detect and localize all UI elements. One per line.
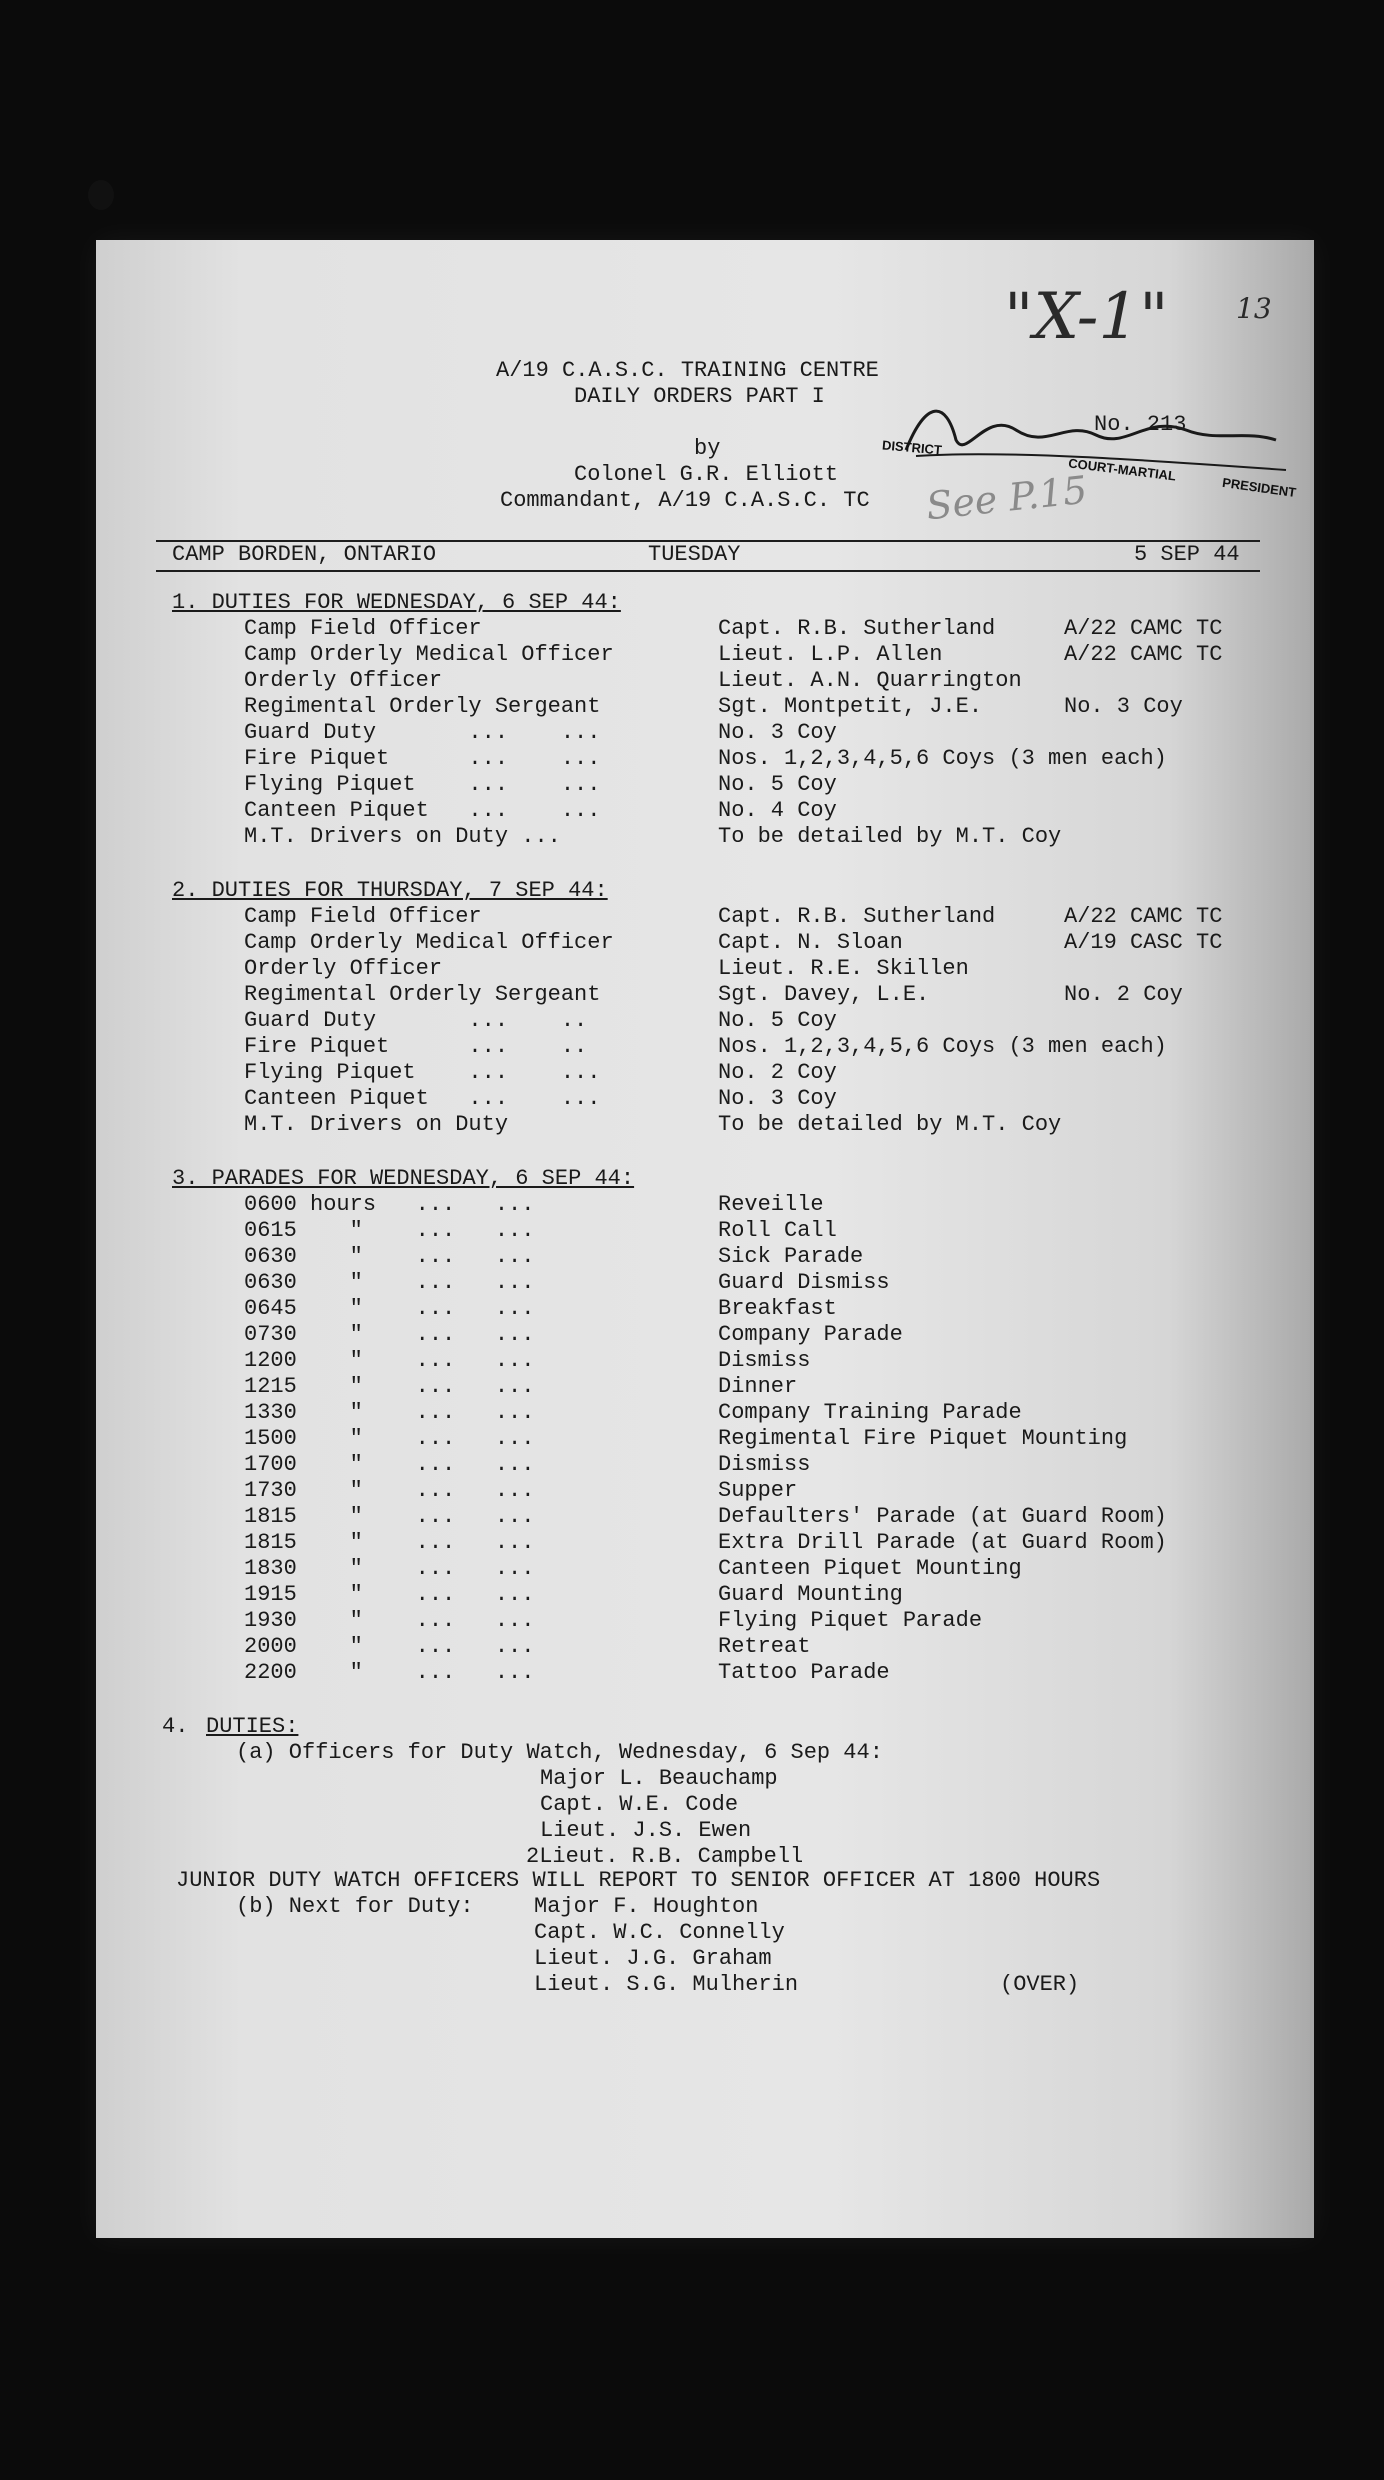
parade-event: Company Parade xyxy=(718,1322,903,1347)
duty-label: Camp Orderly Medical Officer xyxy=(244,642,614,667)
duty-unit: No. 3 Coy xyxy=(1064,694,1183,719)
duty-label: Regimental Orderly Sergeant xyxy=(244,982,601,1007)
parade-time: 1815 " ... ... xyxy=(244,1504,535,1529)
section1-title: 1. DUTIES FOR WEDNESDAY, 6 SEP 44: xyxy=(172,590,621,615)
duty-assignee: To be detailed by M.T. Coy xyxy=(718,1112,1062,1137)
parade-time: 1815 " ... ... xyxy=(244,1530,535,1555)
parade-time: 1200 " ... ... xyxy=(244,1348,535,1373)
parade-event: Dismiss xyxy=(718,1348,811,1373)
watch-officer: Capt. W.E. Code xyxy=(540,1792,739,1817)
stamp-court-martial: COURT-MARTIAL xyxy=(1067,455,1177,484)
duty-assignee: Nos. 1,2,3,4,5,6 Coys (3 men each) xyxy=(718,746,1167,771)
duty-assignee: Nos. 1,2,3,4,5,6 Coys (3 men each) xyxy=(718,1034,1167,1059)
duty-label: Flying Piquet ... ... xyxy=(244,1060,601,1085)
duty-assignee: To be detailed by M.T. Coy xyxy=(718,824,1062,849)
parade-time: 1930 " ... ... xyxy=(244,1608,535,1633)
duty-assignee: No. 5 Coy xyxy=(718,1008,837,1033)
duty-assignee: No. 4 Coy xyxy=(718,798,837,823)
next-officer: Major F. Houghton xyxy=(534,1894,759,1919)
duty-assignee: No. 3 Coy xyxy=(718,1086,837,1111)
parade-event: Roll Call xyxy=(718,1218,837,1243)
duty-assignee: Lieut. L.P. Allen xyxy=(718,642,943,667)
parade-time: 0630 " ... ... xyxy=(244,1244,535,1269)
duty-label: Flying Piquet ... ... xyxy=(244,772,601,797)
section2-title: 2. DUTIES FOR THURSDAY, 7 SEP 44: xyxy=(172,878,608,903)
parade-event: Reveille xyxy=(718,1192,824,1217)
junior-officer-notice: JUNIOR DUTY WATCH OFFICERS WILL REPORT TO SENIOR OFFICER AT 1800 HOURS xyxy=(176,1868,1101,1893)
parade-time: 1330 " ... ... xyxy=(244,1400,535,1425)
next-for-duty-label: (b) Next for Duty: xyxy=(236,1894,474,1919)
see-mark: See P.15 xyxy=(924,467,1090,529)
parade-time: 1215 " ... ... xyxy=(244,1374,535,1399)
duty-label: M.T. Drivers on Duty xyxy=(244,1112,509,1137)
next-officer: Lieut. J.G. Graham xyxy=(534,1946,772,1971)
bottom-rule xyxy=(156,570,1260,572)
commander-name: Colonel G.R. Elliott xyxy=(574,462,839,487)
by-line: by xyxy=(694,436,721,461)
parade-time: 2200 " ... ... xyxy=(244,1660,535,1685)
duty-label: Canteen Piquet ... ... xyxy=(244,798,601,823)
duty-label: Guard Duty ... .. xyxy=(244,1008,588,1033)
parade-event: Dinner xyxy=(718,1374,798,1399)
duty-label: Canteen Piquet ... ... xyxy=(244,1086,601,1111)
commander-appointment: Commandant, A/19 C.A.S.C. TC xyxy=(500,488,870,513)
parade-time: 0645 " ... ... xyxy=(244,1296,535,1321)
document-page xyxy=(96,240,1314,2238)
duty-assignee: Sgt. Davey, L.E. xyxy=(718,982,930,1007)
parade-event: Extra Drill Parade (at Guard Room) xyxy=(718,1530,1167,1555)
orders-title: DAILY ORDERS PART I xyxy=(574,384,825,409)
parade-event: Company Training Parade xyxy=(718,1400,1022,1425)
parade-event: Defaulters' Parade (at Guard Room) xyxy=(718,1504,1167,1529)
duty-label: Camp Field Officer xyxy=(244,904,482,929)
duty-assignee: Capt. R.B. Sutherland xyxy=(718,616,996,641)
parade-event: Regimental Fire Piquet Mounting xyxy=(718,1426,1128,1451)
parade-event: Tattoo Parade xyxy=(718,1660,890,1685)
parade-event: Flying Piquet Parade xyxy=(718,1608,983,1633)
duty-label: Orderly Officer xyxy=(244,668,443,693)
parade-time: 0600 hours ... ... xyxy=(244,1192,535,1217)
duty-unit: A/22 CAMC TC xyxy=(1064,616,1223,641)
duty-assignee: Lieut. R.E. Skillen xyxy=(718,956,969,981)
parade-event: Dismiss xyxy=(718,1452,811,1477)
section4-title: DUTIES: xyxy=(206,1714,299,1739)
stamp-district: DISTRICT xyxy=(881,437,943,458)
next-officer: Lieut. S.G. Mulherin xyxy=(534,1972,799,1997)
unit-title: A/19 C.A.S.C. TRAINING CENTRE xyxy=(496,358,879,383)
parade-time: 0630 " ... ... xyxy=(244,1270,535,1295)
next-officer: Capt. W.C. Connelly xyxy=(534,1920,785,1945)
parade-event: Guard Mounting xyxy=(718,1582,903,1607)
parade-time: 0615 " ... ... xyxy=(244,1218,535,1243)
duty-assignee: Lieut. A.N. Quarrington xyxy=(718,668,1022,693)
parade-event: Canteen Piquet Mounting xyxy=(718,1556,1022,1581)
issue-date: 5 SEP 44 xyxy=(1134,542,1240,567)
section3-title: 3. PARADES FOR WEDNESDAY, 6 SEP 44: xyxy=(172,1166,635,1191)
parade-event: Guard Dismiss xyxy=(718,1270,890,1295)
duty-assignee: Sgt. Montpetit, J.E. xyxy=(718,694,983,719)
duty-label: Camp Orderly Medical Officer xyxy=(244,930,614,955)
order-number: No. 213 xyxy=(1094,412,1187,437)
parade-event: Breakfast xyxy=(718,1296,837,1321)
duty-unit: A/19 CASC TC xyxy=(1064,930,1223,955)
duty-label: Fire Piquet ... .. xyxy=(244,1034,588,1059)
parade-event: Retreat xyxy=(718,1634,811,1659)
weekday: TUESDAY xyxy=(648,542,741,567)
duty-unit: A/22 CAMC TC xyxy=(1064,904,1223,929)
duty-assignee: Capt. N. Sloan xyxy=(718,930,903,955)
duty-assignee: Capt. R.B. Sutherland xyxy=(718,904,996,929)
duty-unit: A/22 CAMC TC xyxy=(1064,642,1223,667)
duty-watch-heading: (a) Officers for Duty Watch, Wednesday, 6 Sep 44: xyxy=(236,1740,883,1765)
watch-officer: Lieut. J.S. Ewen xyxy=(540,1818,752,1843)
file-mark: "X-1" xyxy=(1004,280,1169,354)
watch-officer: Major L. Beauchamp xyxy=(540,1766,778,1791)
duty-label: Orderly Officer xyxy=(244,956,443,981)
over-note: (OVER) xyxy=(1000,1972,1080,1997)
duty-label: M.T. Drivers on Duty ... xyxy=(244,824,561,849)
duty-label: Regimental Orderly Sergeant xyxy=(244,694,601,719)
page-mark: 13 xyxy=(1236,292,1272,325)
parade-time: 1500 " ... ... xyxy=(244,1426,535,1451)
parade-time: 2000 " ... ... xyxy=(244,1634,535,1659)
stamp-president: PRESIDENT xyxy=(1221,474,1298,501)
punch-hole xyxy=(88,180,114,210)
duty-label: Camp Field Officer xyxy=(244,616,482,641)
location: CAMP BORDEN, ONTARIO xyxy=(172,542,437,567)
duty-label: Fire Piquet ... ... xyxy=(244,746,601,771)
parade-time: 1730 " ... ... xyxy=(244,1478,535,1503)
duty-unit: No. 2 Coy xyxy=(1064,982,1183,1007)
parade-time: 1700 " ... ... xyxy=(244,1452,535,1477)
parade-time: 1830 " ... ... xyxy=(244,1556,535,1581)
duty-assignee: No. 3 Coy xyxy=(718,720,837,745)
parade-time: 1915 " ... ... xyxy=(244,1582,535,1607)
parade-event: Sick Parade xyxy=(718,1244,864,1269)
section4-number: 4. xyxy=(162,1714,189,1739)
parade-time: 0730 " ... ... xyxy=(244,1322,535,1347)
parade-event: Supper xyxy=(718,1478,798,1503)
duty-label: Guard Duty ... ... xyxy=(244,720,601,745)
watch-officer: 2Lieut. R.B. Campbell xyxy=(526,1844,804,1869)
duty-assignee: No. 5 Coy xyxy=(718,772,837,797)
duty-assignee: No. 2 Coy xyxy=(718,1060,837,1085)
